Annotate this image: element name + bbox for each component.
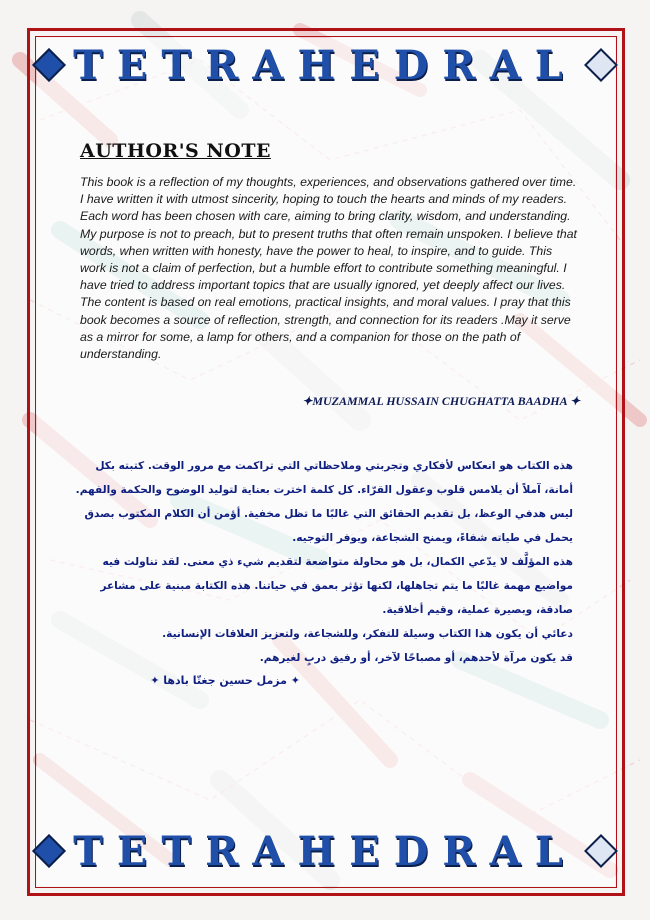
banner-bottom <box>0 828 650 875</box>
diamond-icon <box>32 48 66 82</box>
arabic-paragraph: دعائي أن يكون هذا الكتاب وسيلة للتفكر، وللشجاعة، ولتعزيز العلاقات الإنسانية. <box>162 628 573 640</box>
diamond-icon <box>584 48 618 82</box>
banner-top <box>0 42 650 89</box>
banner-top-text: TETRAHEDRAL <box>73 42 577 89</box>
arabic-paragraph: قد يكون مرآة لأحدهم، أو مصباحًا لآخر، أو رفيق دربٍ لغيرهم. <box>259 652 573 664</box>
english-signature: ✦MUZAMMAL HUSSAIN CHUGHATTA BAADHA ✦ <box>302 394 580 408</box>
arabic-paragraph: هذه المؤلَّف لا يدّعي الكمال، بل هو محاولة متواضعة لتقديم شيء ذي معنى. لقد تناولت فيه مواضيع مهمة غالبًا ما يتم تجاهلها، لكنها تؤثر بعمق في حياتنا. هذه الكتابة مبنية على مشاعر صادقة، وبصيرة عملية، وقيم أخلاقية. <box>100 556 573 616</box>
arabic-signature: ✦ مزمل حسين جغتّا بادها ✦ <box>150 674 300 687</box>
arabic-note <box>75 454 573 670</box>
diamond-icon <box>584 834 618 868</box>
authors-note-heading: AUTHOR'S NOTE <box>80 140 271 162</box>
diamond-icon <box>32 834 66 868</box>
authors-note-body: This book is a reflection of my thoughts, experiences, and observations gathered over time. I have written it with utmost sincerity, hoping to touch the hearts and minds of my readers. Each word has been chosen with care, aiming to bring clarity, wisdom, and understanding. My purpose is not to preach, but to present truths that often remain unspoken. I believe that words, when written with honesty, have the power to heal, to inspire, and to guide. This work is not a claim of perfection, but a humble effort to contribute something meaningful. I have tried to address important topics that are usually ignored, yet deeply affect our lives. The content is based on real emotions, practical insights, and moral values. I pray that this book becomes a source of reflection, strength, and connection for its readers .May it serve as a mirror for some, a lamp for others, and a companion for those on the path of understanding. <box>80 175 577 362</box>
arabic-paragraph: هذه الكتاب هو انعكاس لأفكاري وتجربتي وملاحظاتي التي تراكمت مع مرور الوقت. كتبته بكل أمانة، آملاً أن يلامس قلوب وعقول القرّاء. كل كلمة اخترت بعناية لتوليد الوضوح والحكمة والفهم. ليس هدفي الوعظ، بل تقديم الحقائق التي غالبًا ما تظل مخفية. أؤمن أن الكلام المكتوب بصدق يحمل في طياته شفاءً، ويمنح الشجاعة، ويوفر التوجيه. <box>75 460 573 544</box>
banner-bottom-text: TETRAHEDRAL <box>73 828 577 875</box>
